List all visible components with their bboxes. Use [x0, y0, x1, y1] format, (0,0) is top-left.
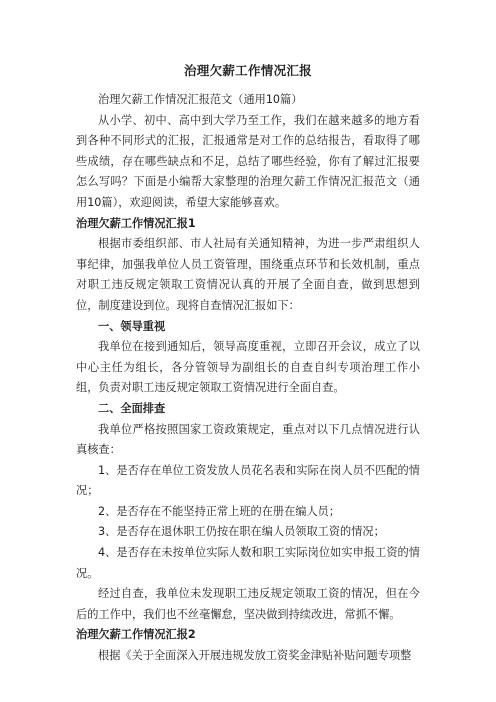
report-1-heading: 治理欠薪工作情况汇报1	[76, 216, 196, 230]
report-2-paragraph: 根据《关于全面深入开展违规发放工资奖金津贴补贴问题专项整	[98, 649, 412, 663]
report-2-heading: 治理欠薪工作情况汇报2	[76, 628, 196, 642]
intro-paragraph: 从小学、初中、高中到大学乃至工作，我们在越来越多的地方看到各种不同形式的汇报，汇报通常是对工作的总结报告，看取得了哪些成绩，存在哪些缺点和不足，总结了哪些经验，你有了解过汇报要怎么写吗？下面是小编帮大家整理的治理欠薪工作情况汇报范文（通用10篇），欢迎阅读，希望大家能够喜欢。	[76, 113, 420, 209]
subtitle-line: 治理欠薪工作情况汇报范文（通用10篇）	[98, 93, 303, 106]
report-1-paragraph: 根据市委组织部、市人社局有关通知精神，为进一步严肃组织人事纪律，加强我单位人员工资管理，围绕重点环节和长效机制，重点对职工违反规定领取工资情况认真的开展了全面自查，做到思想到位，制度建设到位。现将自查情况汇报如下：	[76, 237, 420, 312]
document-title: 治理欠薪工作情况汇报	[183, 63, 312, 78]
check-item-4: 4、是否存在未按单位实际人数和职工实际岗位如实申报工资的情况。	[76, 546, 420, 580]
check-item-3: 3、是否存在退休职工仍按在职在编人员领取工资的情况；	[98, 525, 385, 539]
check-item-2: 2、是否存在不能坚持正常上班的在册在编人员；	[98, 504, 341, 518]
section-2-heading: 二、全面排查	[98, 401, 166, 415]
section-1-paragraph: 我单位在接到通知后，领导高度重视，立即召开会议，成立了以中心主任为组长，各分管领导为副组长的自查自纠专项治理工作小组，负责对职工违反规定领取工资情况进行全面自查。	[76, 340, 420, 395]
closing-paragraph: 经过自查，我单位未发现职工违反规定领取工资的情况，但在今后的工作中，我们也不丝毫懈怠，坚决做到持续改进，常抓不懈。	[76, 587, 420, 621]
section-1-heading: 一、领导重视	[98, 319, 166, 333]
section-2-paragraph: 我单位严格按照国家工资政策规定，重点对以下几点情况进行认真核查：	[76, 422, 420, 457]
check-item-1: 1、是否存在单位工资发放人员花名表和实际在岗人员不匹配的情况；	[76, 463, 420, 498]
